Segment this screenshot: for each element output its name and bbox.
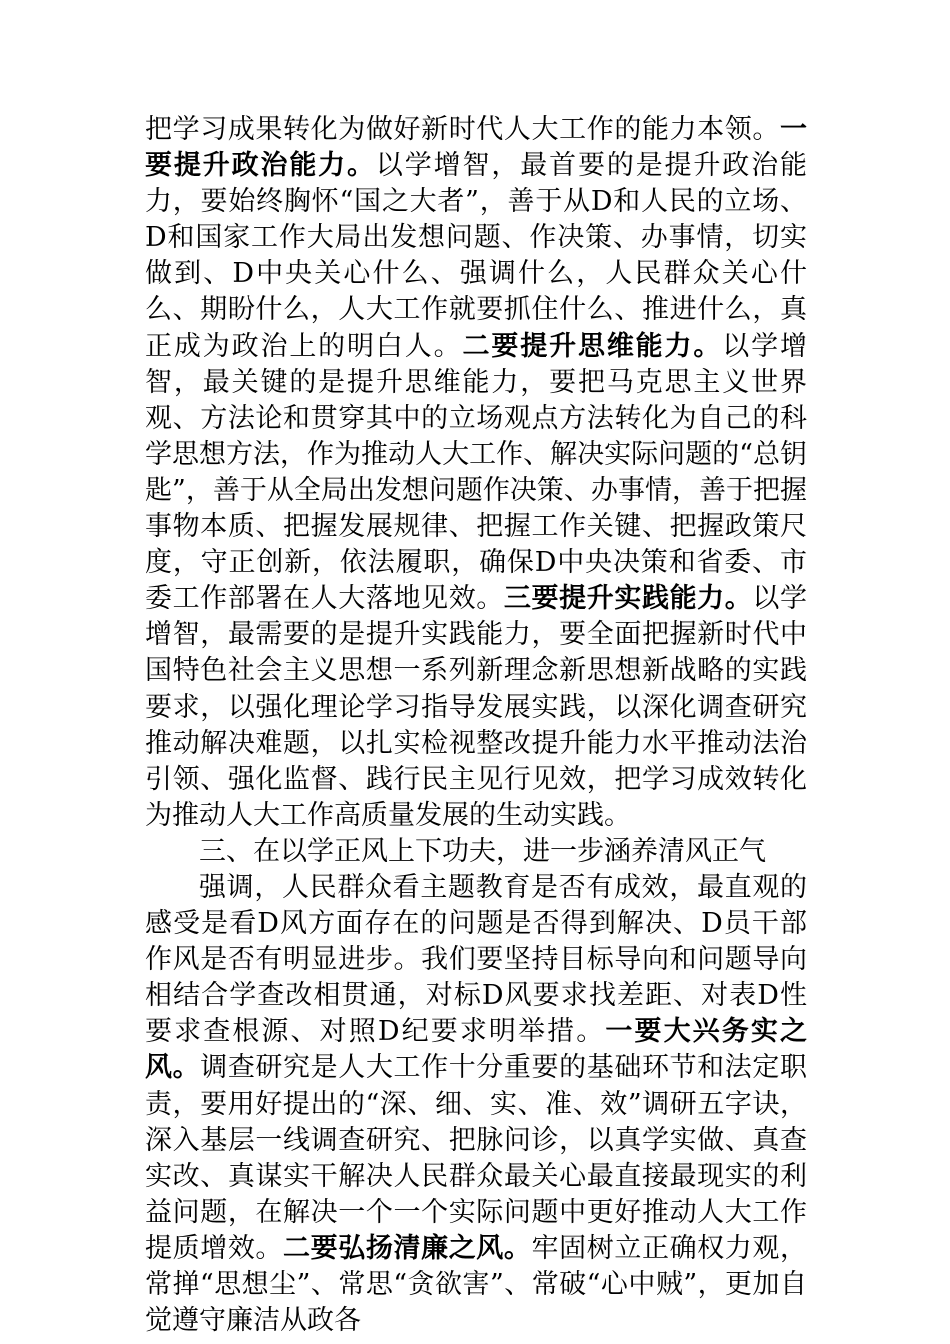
section-heading: 三、在以学正风上下功夫，进一步涵养清风正气 — [199, 835, 766, 867]
paragraph-text: 以学增智，最关键的是提升思维能力，要把马克思主义世界观、方法论和贯穿其中的立场观点方法转化为自己的科学思想方法，作为推动人大工作、解决实际问题的“总钥匙”，善于从全局出发想问题作决策、办事情，善于把握事物本质、把握发展规律、把握工作关键、把握政策尺度，守正创新，依法履职，确保D中央决策和省委、市委工作部署在人大落地见效。 — [145, 330, 808, 615]
paragraph-text: 以学增智，最首要的是提升政治能力，要始终胸怀“国之大者”，善于从D和人民的立场、D和国家工作大局出发想问题、作决策、办事情，切实做到、D中央关心什么、强调什么，人民群众关心什么、期盼什么，人大工作就要抓住什么、推进什么，真正成为政治上的明白人。 — [145, 150, 808, 362]
bold-point-heading: 三要提升实践能力。 — [503, 583, 753, 615]
bold-point-heading: 二要弘扬清廉之风。 — [283, 1232, 532, 1264]
paragraph-text: 牢固树立正确权力观，常掸“思想尘”、常思“贪欲害”、常破“心中贼”，更加自觉遵守廉洁从政各 — [145, 1232, 808, 1337]
paragraph-text: 强调，人民群众看主题教育是否有成效，最直观的感受是看D风方面存在的问题是否得到解决、D员干部作风是否有明显进步。我们要坚持目标导向和问题导向相结合学查改相贯通，对标D风要求找差距、对表D性要求查根源、对照D纪要求明举措。 — [145, 871, 807, 1048]
paragraph-text: 以学增智，最需要的是提升实践能力，要全面把握新时代中国特色社会主义思想一系列新理念新思想新战略的实践要求，以强化理论学习指导发展实践，以深化调查研究推动解决难题，以扎实检视整改提升能力水平推动法治引领、强化监督、践行民主见行见效，把学习成效转化为推动人大工作高质量发展的生动实践。 — [145, 583, 808, 831]
document-body — [145, 112, 807, 1339]
paragraph-text: 调查研究是人大工作十分重要的基础环节和法定职责，要用好提出的“深、细、实、准、效”调研五字诀，深入基层一线调查研究、把脉问诊，以真学实做、真查实改、真谋实干解决人民群众最关心最直接最现实的利益问题，在解决一个一个实际问题中更好推动人大工作提质增效。 — [145, 1052, 808, 1264]
paragraph-text: 把学习成果转化为做好新时代人大工作的能力本领。 — [145, 114, 780, 145]
body-paragraph — [145, 870, 807, 1339]
bold-point-heading: 一要大兴务实之风。 — [145, 1016, 807, 1084]
bold-point-heading: 二要提升思维能力。 — [462, 330, 723, 362]
body-paragraph — [145, 112, 807, 834]
bold-point-heading: 一要提升政治能力。 — [145, 114, 807, 182]
